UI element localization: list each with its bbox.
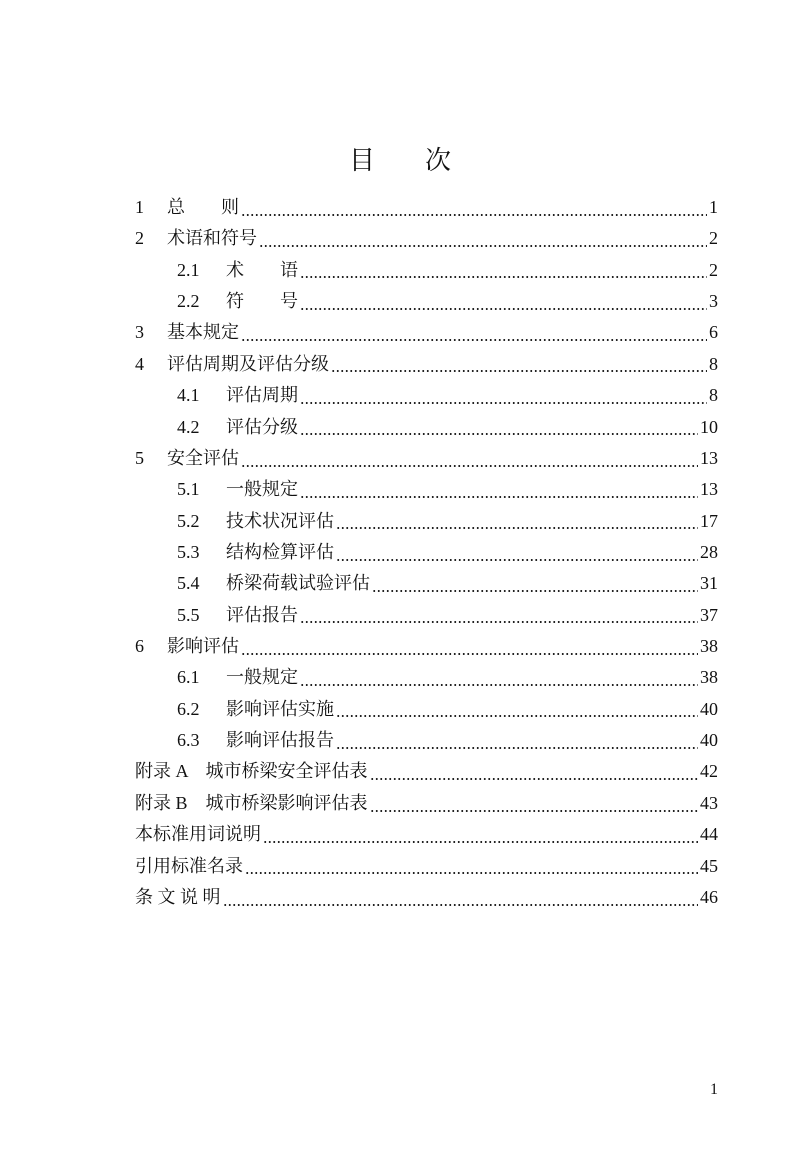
toc-entry[interactable] — [135, 602, 718, 633]
dot-leader — [245, 871, 698, 875]
toc-entry-page: 2 — [709, 228, 718, 249]
toc-entry-page: 13 — [700, 447, 718, 468]
toc-entry-title: 术语和符号 — [167, 228, 257, 249]
toc-entry[interactable] — [135, 351, 718, 382]
title-char: 目 — [348, 146, 375, 175]
toc-entry-title: 附录 B 城市桥梁影响评估表 — [135, 792, 368, 813]
toc-entry[interactable] — [135, 539, 718, 570]
dot-leader — [300, 683, 698, 687]
toc-entry-page: 10 — [700, 416, 718, 437]
toc-entry-page: 3 — [709, 291, 718, 312]
toc-entry-number: 6.1 — [177, 667, 200, 688]
toc-entry[interactable] — [135, 884, 718, 915]
toc-entry-title: 本标准用词说明 — [135, 824, 261, 845]
toc-entry-title: 桥梁荷载试验评估 — [226, 573, 370, 594]
dot-leader — [241, 213, 707, 217]
toc-entry-number: 3 — [135, 322, 144, 343]
dot-leader — [300, 432, 698, 436]
page-number: 1 — [710, 1081, 718, 1098]
toc-entry-number: 4 — [135, 353, 144, 374]
toc-entry[interactable] — [135, 664, 718, 695]
toc-entry-number: 6.2 — [177, 698, 200, 719]
dot-leader — [241, 464, 698, 468]
toc-entry-page: 31 — [700, 573, 718, 594]
dot-leader — [223, 903, 699, 907]
toc-entry-title: 附录 A 城市桥梁安全评估表 — [135, 761, 368, 782]
toc-entry-title: 一般规定 — [226, 479, 298, 500]
toc-entry-title: 影响评估报告 — [226, 730, 334, 751]
toc-entry-number: 5.2 — [177, 510, 200, 531]
toc-entry[interactable] — [135, 445, 718, 476]
toc-title — [0, 140, 800, 177]
toc-entry-number: 2 — [135, 228, 144, 249]
toc-entry-page: 40 — [700, 730, 718, 751]
dot-leader — [336, 558, 698, 562]
dot-leader — [370, 809, 698, 813]
toc-entry[interactable] — [135, 508, 718, 539]
toc-entry-title: 安全评估 — [167, 447, 239, 468]
toc-entry-page: 28 — [700, 541, 718, 562]
toc-entry[interactable] — [135, 633, 718, 664]
dot-leader — [370, 777, 698, 781]
toc-entry-number: 6 — [135, 636, 144, 657]
dot-leader — [241, 338, 707, 342]
toc-entry-page: 2 — [709, 259, 718, 280]
table-of-contents — [135, 194, 718, 915]
toc-entry-title: 评估分级 — [226, 416, 298, 437]
toc-entry-page: 40 — [700, 698, 718, 719]
toc-entry-number: 2.2 — [177, 291, 200, 312]
toc-entry-number: 4.1 — [177, 385, 200, 406]
dot-leader — [336, 526, 698, 530]
toc-entry[interactable] — [135, 288, 718, 319]
dot-leader — [300, 495, 698, 499]
toc-entry-page: 42 — [700, 761, 718, 782]
toc-entry[interactable] — [135, 476, 718, 507]
toc-entry-page: 46 — [700, 886, 718, 907]
dot-leader — [331, 369, 707, 373]
toc-entry-number: 5.4 — [177, 573, 200, 594]
toc-entry[interactable] — [135, 319, 718, 350]
toc-entry-page: 8 — [709, 385, 718, 406]
toc-entry-number: 4.2 — [177, 416, 200, 437]
toc-entry-title: 条 文 说 明 — [135, 886, 221, 907]
toc-entry-page: 38 — [700, 667, 718, 688]
toc-entry-number: 5.1 — [177, 479, 200, 500]
toc-entry-number: 5.5 — [177, 604, 200, 625]
dot-leader — [263, 840, 698, 844]
toc-entry-title: 符 号 — [226, 291, 298, 312]
toc-entry[interactable] — [135, 821, 718, 852]
toc-entry-page: 1 — [709, 197, 718, 217]
toc-entry[interactable] — [135, 414, 718, 445]
toc-entry-page: 44 — [700, 824, 718, 845]
toc-entry-page: 6 — [709, 322, 718, 343]
toc-entry-title: 总 则 — [167, 197, 239, 217]
dot-leader — [300, 401, 707, 405]
toc-entry-page: 37 — [700, 604, 718, 625]
toc-entry[interactable] — [135, 727, 718, 758]
toc-entry-title: 一般规定 — [226, 667, 298, 688]
toc-entry-page: 17 — [700, 510, 718, 531]
toc-entry[interactable] — [135, 790, 718, 821]
dot-leader — [336, 746, 698, 750]
toc-entry-title: 影响评估实施 — [226, 698, 334, 719]
toc-entry-number: 1 — [135, 197, 144, 217]
toc-entry-number: 6.3 — [177, 730, 200, 751]
dot-leader — [300, 620, 698, 624]
toc-entry-title: 基本规定 — [167, 322, 239, 343]
toc-entry[interactable] — [135, 758, 718, 789]
toc-entry-title: 评估周期 — [226, 385, 298, 406]
toc-entry-page: 45 — [700, 855, 718, 876]
toc-entry[interactable] — [135, 853, 718, 884]
toc-entry-page: 38 — [700, 636, 718, 657]
toc-entry-title: 评估周期及评估分级 — [167, 353, 329, 374]
toc-entry[interactable] — [135, 382, 718, 413]
toc-entry-title: 术 语 — [226, 259, 298, 280]
toc-entry-title: 引用标准名录 — [135, 855, 243, 876]
toc-entry[interactable] — [135, 570, 718, 601]
dot-leader — [259, 244, 707, 248]
toc-entry-number: 5 — [135, 447, 144, 468]
dot-leader — [241, 652, 698, 656]
toc-entry-page: 13 — [700, 479, 718, 500]
toc-entry-title: 结构检算评估 — [226, 541, 334, 562]
toc-entry-page: 43 — [700, 792, 718, 813]
toc-entry-title: 影响评估 — [167, 636, 239, 657]
dot-leader — [372, 589, 698, 593]
toc-entry-title: 评估报告 — [226, 604, 298, 625]
toc-entry[interactable] — [135, 225, 718, 256]
toc-entry-title: 技术状况评估 — [226, 510, 334, 531]
dot-leader — [300, 307, 707, 311]
dot-leader — [300, 275, 707, 279]
title-char: 次 — [425, 146, 452, 175]
toc-entry-page: 8 — [709, 353, 718, 374]
toc-entry[interactable] — [135, 257, 718, 288]
toc-entry-number: 2.1 — [177, 259, 200, 280]
toc-entry-number: 5.3 — [177, 541, 200, 562]
toc-entry[interactable] — [135, 194, 718, 225]
toc-entry[interactable] — [135, 696, 718, 727]
dot-leader — [336, 714, 698, 718]
